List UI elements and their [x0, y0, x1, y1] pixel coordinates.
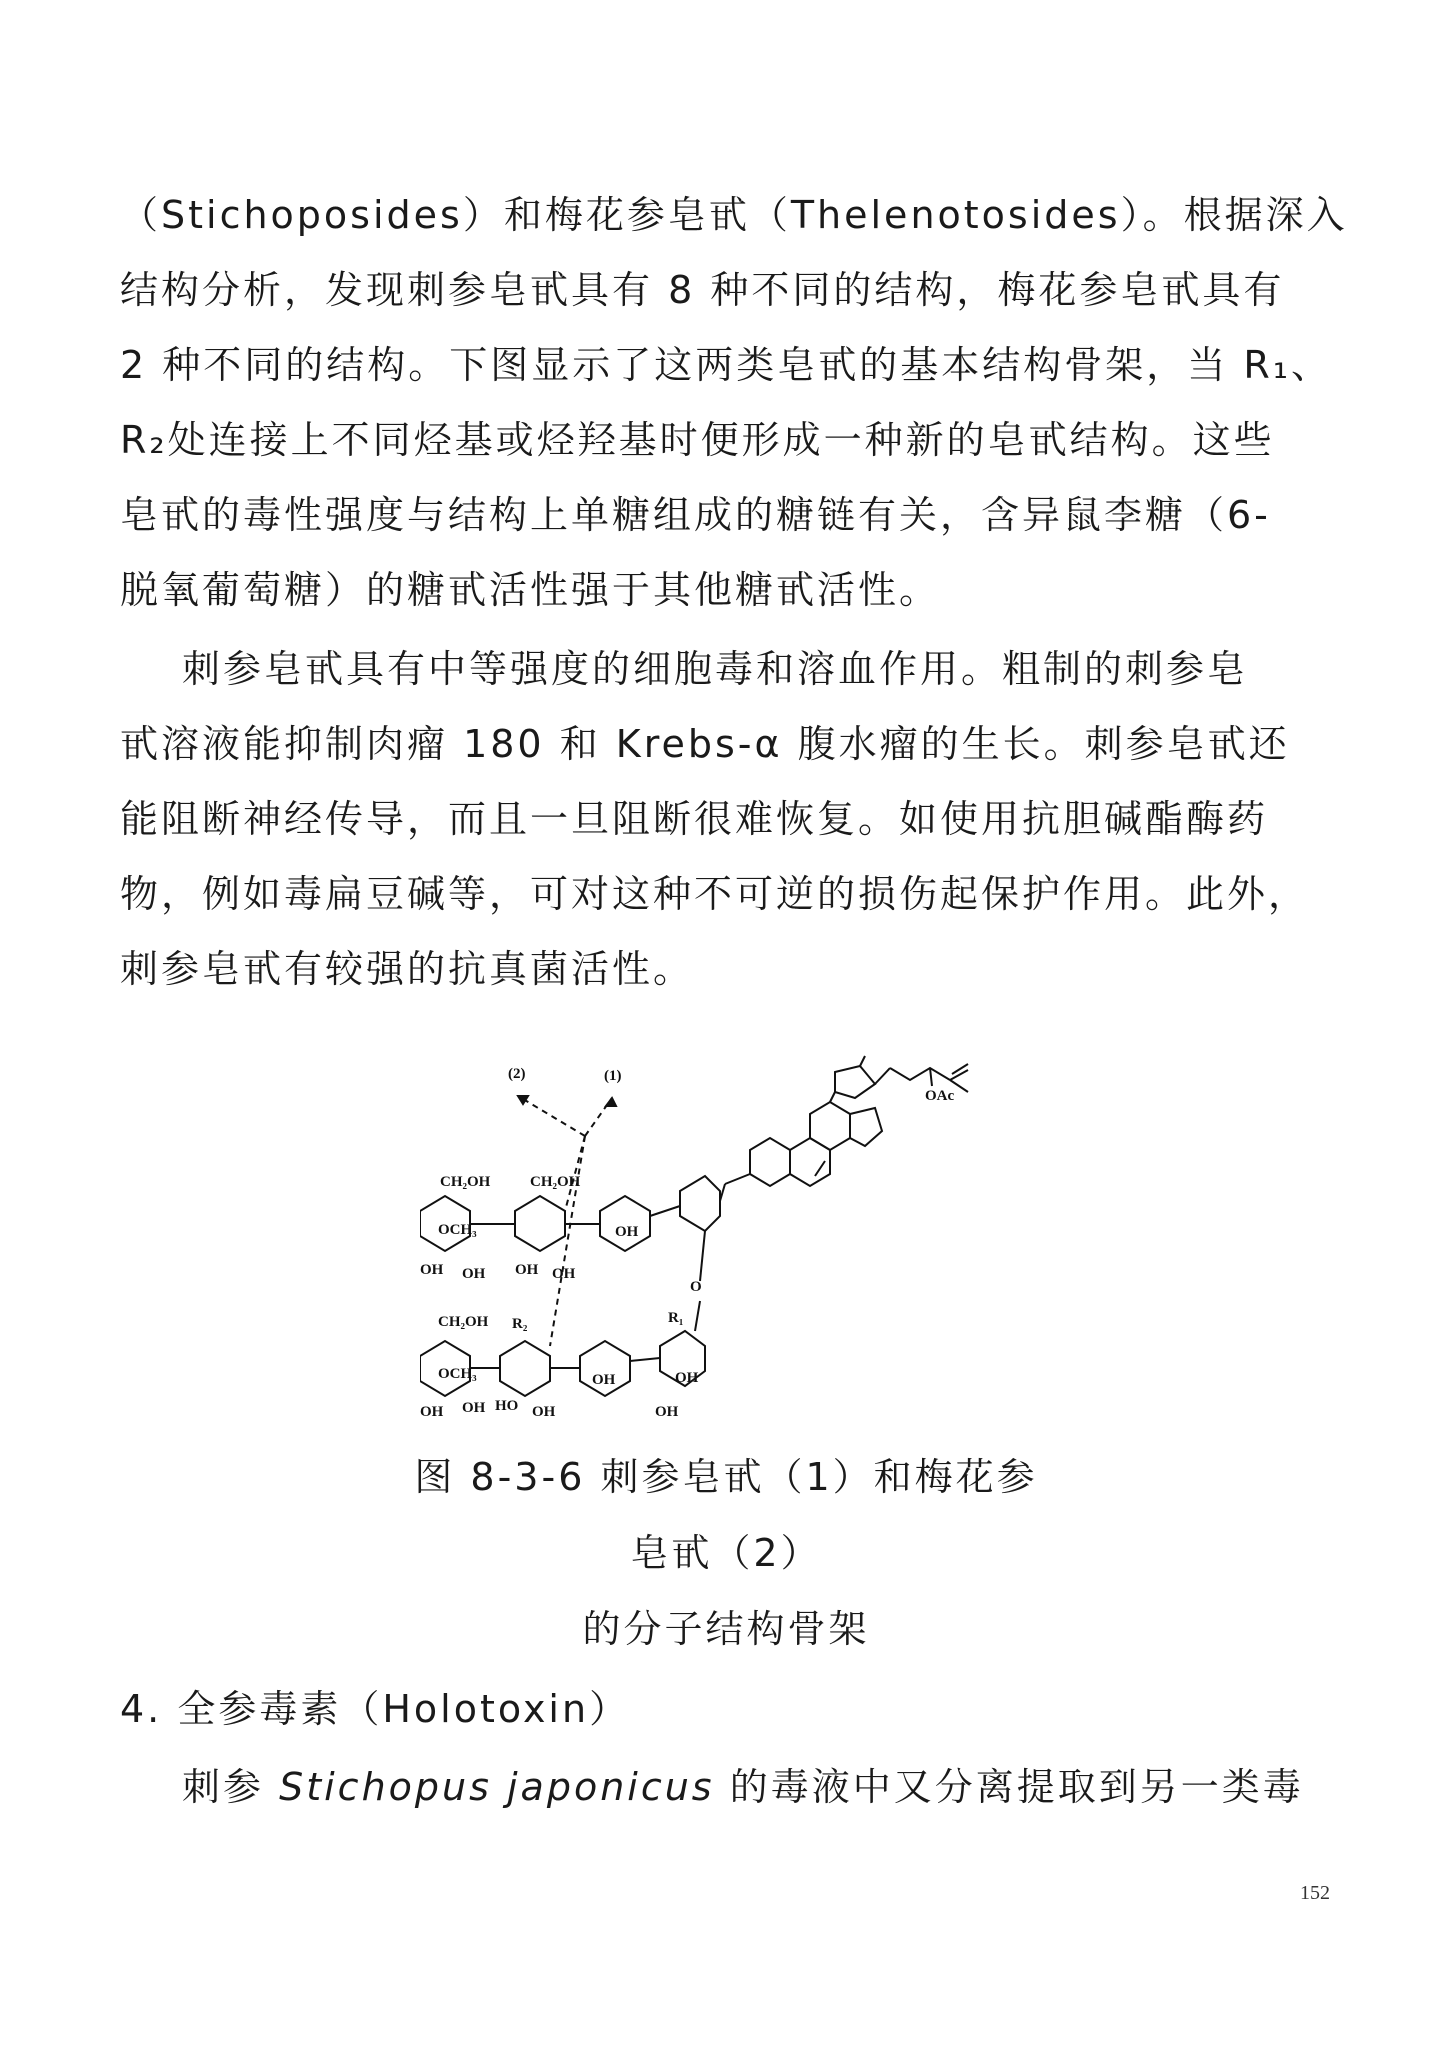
- text-line: 脱氧葡萄糖）的糖甙活性强于其他糖甙活性。: [120, 568, 941, 612]
- molecule-diagram: [420, 1016, 1040, 1436]
- figure-caption: 图 8-3-6 刺参皂甙（1）和梅花参: [414, 1455, 1038, 1499]
- text-line: 能阻断神经传导，而且一旦阻断很难恢复。如使用抗胆碱酯酶药: [120, 797, 1269, 841]
- group-label: CH₂OH: [440, 1174, 491, 1190]
- lactone-ring: [835, 1066, 875, 1098]
- group-label: OH: [420, 1262, 444, 1278]
- arrow-label: (1): [604, 1068, 622, 1084]
- section-heading: 4. 全参毒素（Holotoxin）: [120, 1687, 631, 1731]
- ring: [850, 1108, 882, 1146]
- paragraph-holotoxin: [182, 1750, 1304, 1825]
- group-label: OH: [615, 1224, 639, 1240]
- text-line: （Stichoposides）和梅花参皂甙（Thelenotosides）。根据深入: [120, 193, 1348, 237]
- group-label: OH: [462, 1400, 486, 1416]
- paragraph-saponin-activity: [120, 632, 1332, 1007]
- page-number: 152: [1300, 1882, 1330, 1904]
- paragraph-saponin-structure: [120, 178, 1348, 628]
- group-label: OCH₃: [438, 1366, 477, 1382]
- text-line: 物，例如毒扁豆碱等，可对这种不可逆的损伤起保护作用。此外，: [120, 872, 1310, 916]
- group-label: OH: [552, 1266, 576, 1282]
- text-line: 结构分析，发现刺参皂甙具有 8 种不同的结构，梅花参皂甙具有: [120, 268, 1285, 312]
- group-label: HO: [495, 1398, 519, 1414]
- molecular-structure-figure: [420, 1016, 1040, 1436]
- group-label: OH: [532, 1404, 556, 1420]
- text-line: 甙溶液能抑制肉瘤 180 和 Krebs-α 腹水瘤的生长。刺参皂甙还: [120, 722, 1290, 766]
- group-label: R₂: [512, 1316, 528, 1332]
- group-label: OH: [420, 1404, 444, 1420]
- ring: [750, 1138, 790, 1186]
- ring: [810, 1102, 850, 1150]
- text-line: 刺参皂甙有较强的抗真菌活性。: [120, 947, 695, 991]
- text-line: 刺参皂甙具有中等强度的细胞毒和溶血作用。粗制的刺参皂: [182, 647, 1249, 691]
- group-label: OH: [462, 1266, 486, 1282]
- group-label: O: [690, 1279, 702, 1295]
- group-label: OH: [655, 1404, 679, 1420]
- species-name: Stichopus japonicus: [279, 1765, 715, 1809]
- group-label: OH: [515, 1262, 539, 1278]
- group-label: OH: [592, 1372, 616, 1388]
- figure-caption: 的分子结构骨架: [582, 1607, 870, 1651]
- text-fragment: 的毒液中又分离提取到另一类毒: [714, 1765, 1304, 1809]
- sugar-ring: [500, 1341, 550, 1396]
- figure-caption: 皂甙（2）: [630, 1531, 822, 1575]
- sugar-ring: [515, 1196, 565, 1251]
- group-label: OH: [675, 1370, 699, 1386]
- group-label: CH₂OH: [530, 1174, 581, 1190]
- arrow-label: (2): [508, 1066, 526, 1082]
- sugar-ring: [680, 1176, 720, 1231]
- text-line: 皂甙的毒性强度与结构上单糖组成的糖链有关，含异鼠李糖（6-: [120, 493, 1271, 537]
- group-label: OCH₃: [438, 1222, 477, 1238]
- group-label: OAc: [925, 1088, 955, 1104]
- text-line: R₂处连接上不同烃基或烃羟基时便形成一种新的皂甙结构。这些: [120, 418, 1275, 462]
- text-fragment: 刺参: [182, 1765, 280, 1809]
- text-line: 2 种不同的结构。下图显示了这两类皂甙的基本结构骨架，当 R₁、: [120, 343, 1332, 387]
- group-label: CH₂OH: [438, 1314, 489, 1330]
- group-label: R₁: [668, 1310, 684, 1326]
